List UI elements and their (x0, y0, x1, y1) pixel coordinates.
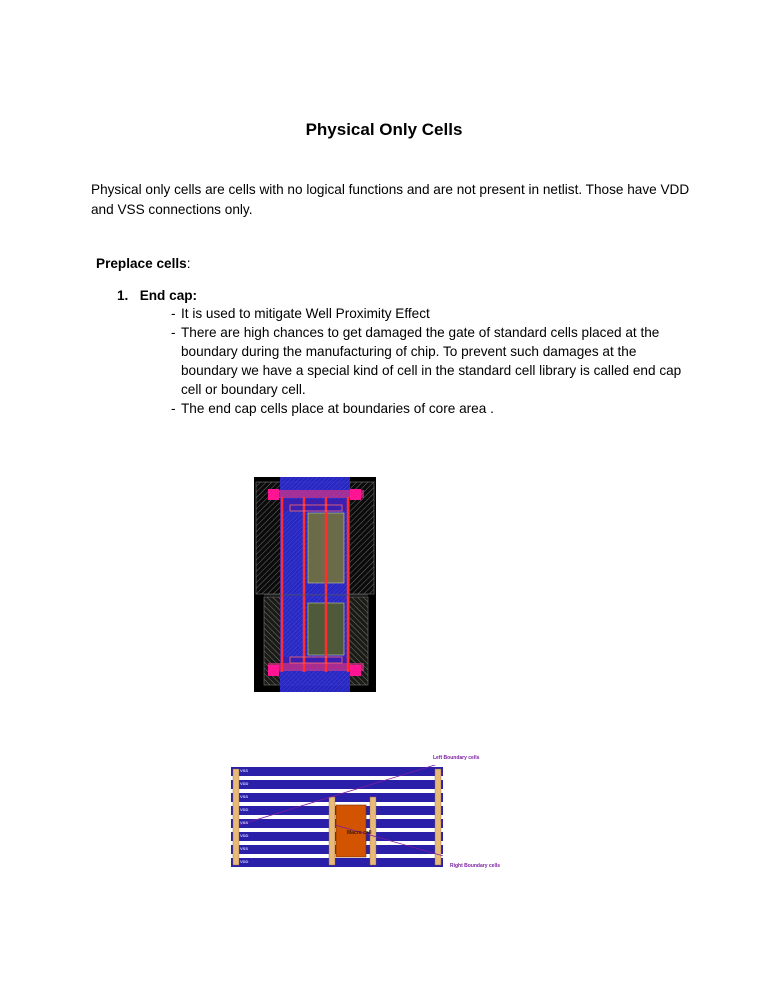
list-number: 1. (117, 288, 129, 303)
bullet-item: - It is used to mitigate Well Proximity Effect (171, 306, 430, 321)
list-item-heading (117, 288, 197, 303)
intro-paragraph: Physical only cells are cells with no logical functions and are not present in netlist. Those have VDD and VSS connections only. (91, 182, 690, 217)
layout-drawing (254, 477, 376, 692)
rail-label: VDD (240, 781, 249, 786)
rail-label: VSS (240, 794, 249, 799)
right-boundary-label: Right Boundary cells (450, 863, 501, 869)
page-title: Physical Only Cells (305, 120, 463, 139)
rail-label: VSS (240, 846, 249, 851)
boundary-cells-figure (231, 765, 443, 869)
rail-label: VDD (240, 859, 249, 864)
boundary-drawing (231, 765, 443, 869)
rail-label: VSS (240, 768, 249, 773)
rail-label: VSS (240, 820, 249, 825)
bullet-item: - The end cap cells place at boundaries of core area . (171, 401, 494, 416)
macro-label: Macro cell (347, 830, 372, 836)
left-boundary-label: Left Boundary cells (433, 755, 480, 761)
bullet-item: - There are high chances to get damaged the gate of standard cells placed at the boundary during the manufacturing of chip. To prevent such damages at the boundary we have a special kind of cell in the standard cell library is called end cap cell or boundary cell. (171, 325, 682, 397)
section-heading (96, 256, 190, 271)
bullet-list (171, 304, 691, 418)
section-suffix: : (186, 256, 191, 271)
endcap-layout-figure (254, 477, 376, 692)
rail-label: VDD (240, 833, 249, 838)
rail-label: VDD (240, 807, 249, 812)
section-label: Preplace cells (96, 256, 187, 271)
list-label: End cap: (139, 288, 198, 303)
